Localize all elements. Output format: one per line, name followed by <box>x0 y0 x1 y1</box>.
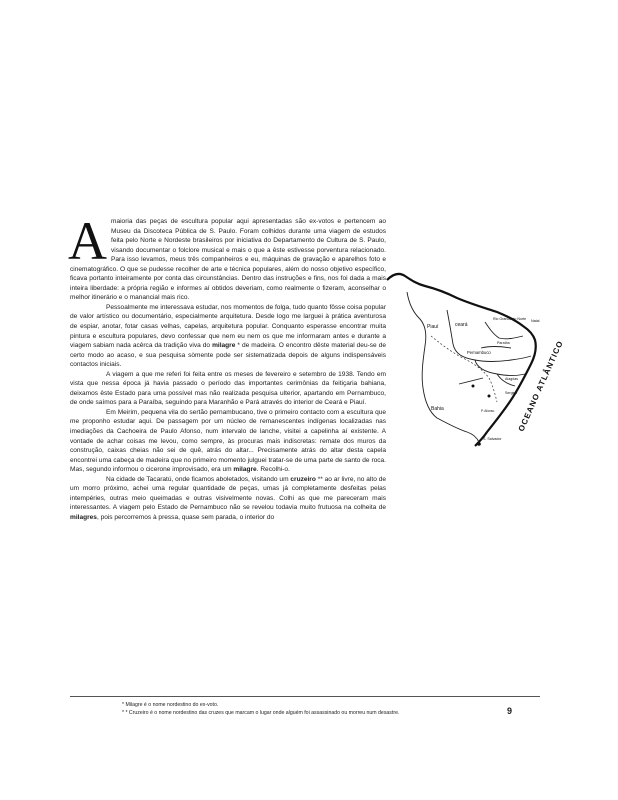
text-run: Em Meirim, pequena vila do sertão pernambucano, tive o primeiro contacto com a escultura que me proponho estudar aqui. De passagem por um núcleo de remanescentes indígenas localizadas nas imediações da Cachoeira de Paulo Afonso, num intervalo de lanche, visitei a capelinha aí existente. A vontade de achar coisas me levou, como sempre, às procuras mais indiscretas: remate dos muros da construção, caixas cheias não sei de quê, atrás do altar... Precisamente atrás do altar desta capela encontrei uma cabeça de madeira que no primeiro momento julguei tratar-se de uma parte de santo de roca. Mas, segundo informou o cicerone improvisado, era um <box>70 408 386 474</box>
city-dot <box>488 395 491 398</box>
paragraph <box>70 370 386 408</box>
emphasis-term: cruzeiro <box>290 475 316 483</box>
page-number: 9 <box>507 706 513 716</box>
text-run: Pessoalmente me interessava estudar, nos momentos de folga, tudo quanto fôsse coisa popular de valor artístico ou documentário, especialmente arquitetura. Desde logo me larguei à prática aventurosa de espiar, anotar, fotar casas velhas, capelas, arquitetura popular. Conquanto esperasse encontrar muita pintura e escultura populares, devo confessar que nem eu nem os que me informaram antes e durante a viagem sabiam nada acêrca da tradição viva do <box>70 303 386 350</box>
river <box>431 336 497 402</box>
paragraph <box>70 303 386 370</box>
footnote: * * Cruzeiro é o nome nordestino das cruzes que marcam o lugar onde alguém foi assassinado ou morreu num desastre. <box>122 710 400 716</box>
map-drawing <box>385 262 575 462</box>
map-label-natal: Natal <box>531 319 540 323</box>
emphasis-term: milagre <box>233 466 257 474</box>
text-run: maioria das peças de escultura popular aqui apresentadas são ex-votos e pertencem ao Museu da Discoteca Pública de S. Paulo. Foram colhidos durante uma viagem de estudos feita pelo Norte e Nordeste brasileiros por iniciativa do Departamento de Cultura de S. Paulo, visando documentar o folclore musical e mais o que a êste estivesse porventura relacionado. Para isso levamos, meus três companheiros e eu, máquinas de gravação e aparelhos foto e cinematográfico. O que se pudesse recolher de arte e técnica populares, além do nosso objetivo específico, ficava portanto inteiramente por conta das circunstâncias. Dentro das instruções e fins, nos foi dada a mais inteira liberdade: a própria região e informes aí obtidos deveriam, como realmente o fizeram, aconselhar o melhor itinerário e o manancial mais rico. <box>70 218 386 302</box>
map-label-alagoas: Alagôas <box>505 377 518 381</box>
text-run: A viagem a que me referi foi feita entre os meses de fevereiro e setembro de 1938. Tendo em vista que nessa época já havia passado o período das importantes cerimônias da feitiçaria bahiana, deixamos êste Estado para uma possível mas não realizada pesquisa ulterior, apartando em Pernambuco, de onde saímos para a Paraíba, seguindo para Maranhão e Pará através do interior de Ceará e Piauí. <box>70 370 386 407</box>
map-label-piaui: Piauí <box>427 324 439 330</box>
paragraph <box>70 475 386 523</box>
drop-cap: A <box>68 211 107 271</box>
map-label-pernambuco: Pernambuco <box>467 350 491 355</box>
map-label-paraiba: Paraíba <box>497 341 510 345</box>
city-dot <box>472 385 475 388</box>
text-run: ** ao ar livre, no alto de um morro próximo, achei uma regular quantidade de peças, umas já completamente desfeitas pelas intempéries, outras meio queimadas e outras visivelmente novas. Colhi as que me pareceram mais interessantes. A viagem pelo Estado de Pernambuco não se revelou todavia muito frutuosa na colheita de <box>70 475 386 512</box>
map-ocean-label: OCEANO ATLÂNTICO <box>516 339 565 433</box>
emphasis-term: milagre <box>212 342 236 350</box>
map-label-sergipe: Sergipe <box>505 391 518 395</box>
text-run: . Recolhi-o. <box>256 466 290 474</box>
footnotes <box>70 696 540 717</box>
map-label-salvador: S. Salvador <box>483 437 502 441</box>
northeast-brazil-map <box>385 262 575 462</box>
map-label-rio-grande: Rio Grande do Norte <box>493 317 527 321</box>
paragraph <box>68 211 386 303</box>
map-label-paulo-afonso: P. Afonso <box>481 409 495 413</box>
text-run: * de madeira. O encontro dêste material deu-se de certo modo ao acaso, e sua pesquisa sòmente pode ser sistematizada depois de alguns indispensáveis contactos iniciais. <box>70 342 386 369</box>
map-label-bahia: Bahia <box>431 406 444 412</box>
state-borders <box>407 292 531 442</box>
text-run: Na cidade de Tacaratú, onde ficamos aboletados, visitando um <box>106 475 291 483</box>
city-dot <box>477 442 481 446</box>
paragraph <box>70 408 386 475</box>
text-run: , pois percorremos à pressa, quase sem parada, o interior do <box>96 513 275 521</box>
footnote: * Milagre é o nome nordestino do ex-voto. <box>122 702 219 708</box>
article-body <box>68 211 386 523</box>
map-label-ceara: ceará <box>455 322 468 328</box>
emphasis-term: milagres <box>70 513 97 521</box>
